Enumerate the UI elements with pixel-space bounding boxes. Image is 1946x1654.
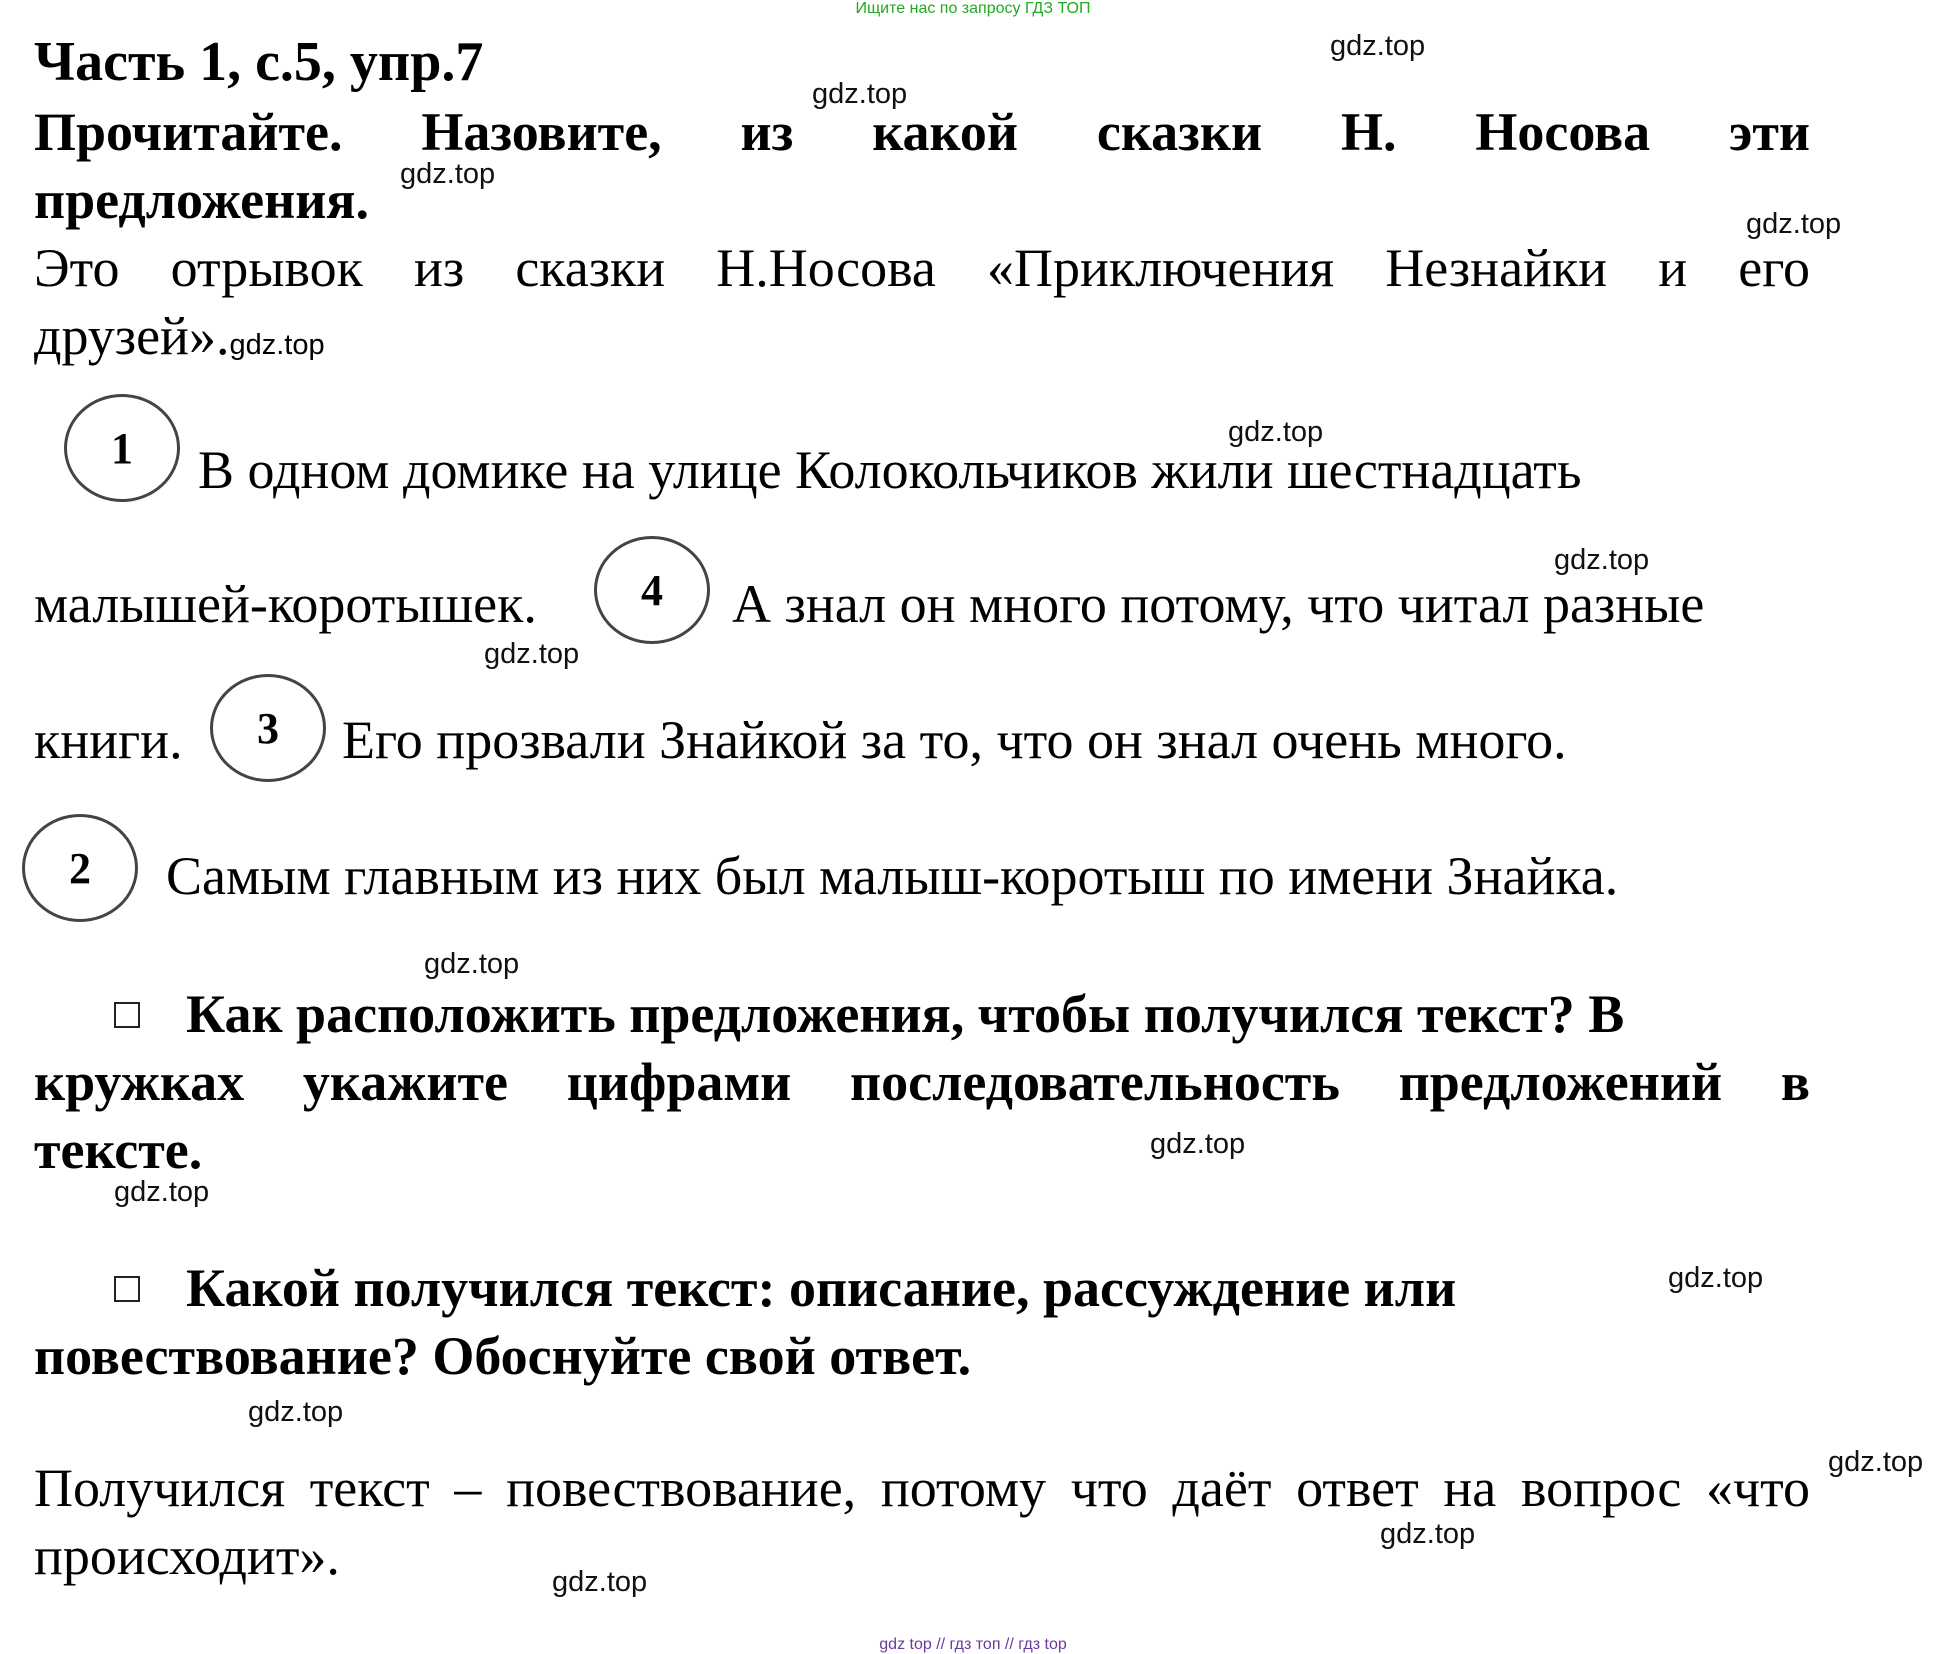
watermark: gdz.top <box>1228 416 1324 448</box>
top-banner[interactable]: Ищите нас по запросу ГДЗ ТОП <box>855 0 1091 17</box>
watermark: gdz.top <box>484 638 580 670</box>
answer-3-line-1: Получился текст – повествование, потому что даёт ответ на вопрос «что <box>34 1458 1810 1518</box>
task-1-text <box>34 98 1810 234</box>
watermark: gdz.top <box>552 1566 648 1598</box>
watermark-inline: gdz.top <box>229 329 325 361</box>
watermark: gdz.top <box>1828 1446 1924 1478</box>
answer-3-line-2: происходит». <box>34 1526 340 1586</box>
sentence-1: В одном домике на улице Колокольчиков жили шестнадцать <box>198 440 1582 500</box>
sentence-4: Самым главным из них был малыш-коротыш по имени Знайка. <box>166 846 1619 906</box>
sentence-2-lead: малышей-коротышек. <box>34 574 537 634</box>
bottom-links[interactable]: gdz top // гдз топ // гдз top <box>879 1636 1067 1653</box>
task-1-line-1: Прочитайте. Назовите, из какой сказки Н. Носова эти <box>34 102 1810 162</box>
sentence-3-lead: книги. <box>34 710 183 770</box>
task-2-line-2: кружках укажите цифрами последовательность предложений в <box>34 1052 1810 1112</box>
task-3-line-1: Какой получился текст: описание, рассуждение или <box>186 1258 1457 1318</box>
watermark: gdz.top <box>1330 30 1426 62</box>
watermark: gdz.top <box>1380 1518 1476 1550</box>
sentence-2: А знал он много потому, что читал разные <box>732 574 1705 634</box>
page-title: Часть 1, с.5, упр.7 <box>34 31 484 93</box>
answer-1-line-2: друзей».gdz.top <box>34 306 325 366</box>
answer-3-text <box>34 1454 1810 1590</box>
answer-1-line-1: Это отрывок из сказки Н.Носова «Приключения Незнайки и его <box>34 238 1810 298</box>
order-circle-4[interactable]: 4 <box>594 536 710 644</box>
watermark: gdz.top <box>812 78 908 110</box>
task-2-line-1: Как расположить предложения, чтобы получился текст? В <box>186 984 1625 1044</box>
answer-1-text <box>34 234 1810 379</box>
sentence-3: Его прозвали Знайкой за то, что он знал очень много. <box>342 710 1567 770</box>
watermark: gdz.top <box>1150 1128 1246 1160</box>
task-1-line-2: предложения. <box>34 170 370 230</box>
order-circle-3[interactable]: 3 <box>210 674 326 782</box>
order-circle-1[interactable]: 1 <box>64 394 180 502</box>
watermark: gdz.top <box>424 948 520 980</box>
task-2-text <box>34 980 1810 1184</box>
watermark: gdz.top <box>1746 208 1842 240</box>
watermark: gdz.top <box>400 158 496 190</box>
watermark: gdz.top <box>248 1396 344 1428</box>
watermark: gdz.top <box>1668 1262 1764 1294</box>
watermark: gdz.top <box>114 1176 210 1208</box>
task-3-text <box>34 1254 1810 1390</box>
watermark: gdz.top <box>1554 544 1650 576</box>
order-circle-2[interactable]: 2 <box>22 814 138 922</box>
task-2-line-3: тексте. <box>34 1120 203 1180</box>
task-3-line-2: повествование? Обоснуйте свой ответ. <box>34 1326 972 1386</box>
